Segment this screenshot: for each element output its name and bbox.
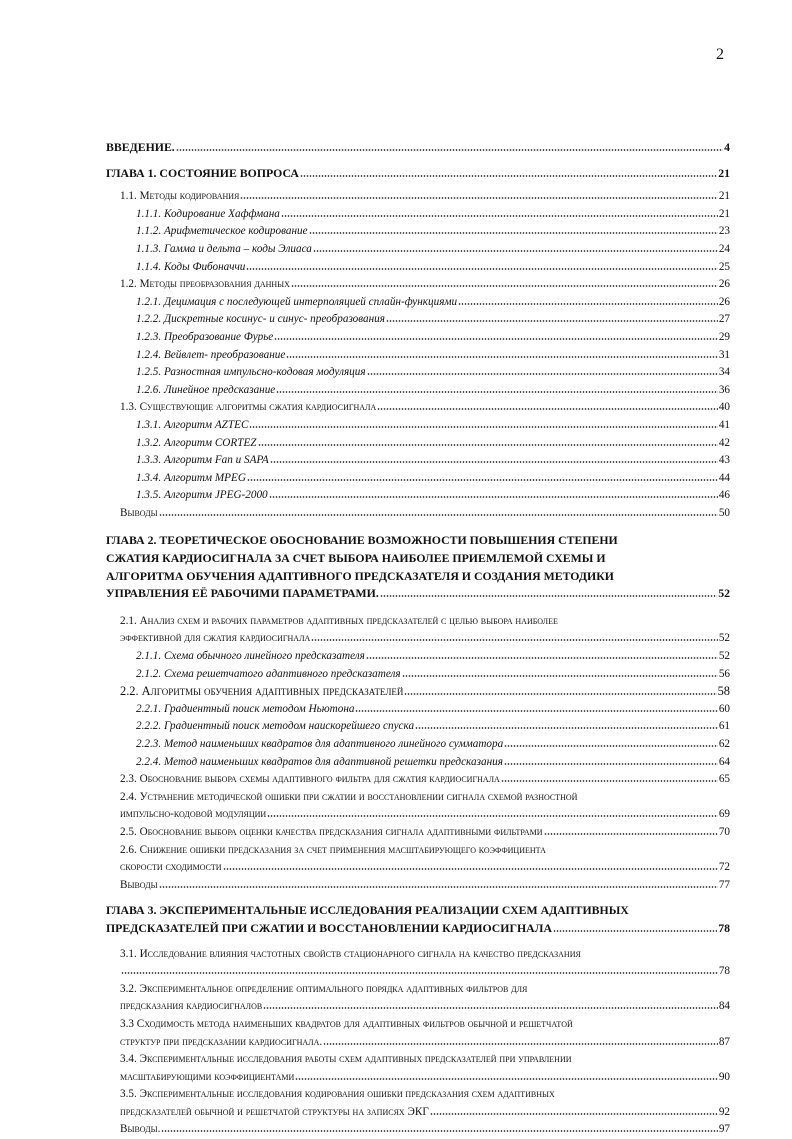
toc-entry-subsection[interactable] xyxy=(106,470,730,488)
toc-entry-title: предсказателей обычной и решетчатой структуры на записях ЭКГ xyxy=(120,1105,429,1118)
dot-leader xyxy=(295,1069,718,1080)
toc-entry-title: 2.2.1. Градиентный поиск методом Ньютона xyxy=(136,702,355,715)
toc-entry-subsection[interactable] xyxy=(106,311,730,329)
toc-entry-title: 2.1.2. Схема решетчатого адаптивного предсказателя xyxy=(136,667,401,680)
toc-entry-title: 1.2.6. Линейное предсказание xyxy=(136,383,276,396)
dot-leader xyxy=(159,505,718,516)
dot-leader xyxy=(430,1104,718,1115)
toc-entry-subsection[interactable] xyxy=(106,666,730,684)
toc-entry-title: 1.1.4. Коды Фибоначчи xyxy=(136,260,246,273)
dot-leader xyxy=(402,666,718,677)
dot-leader xyxy=(263,998,718,1009)
toc-entry-subsection[interactable] xyxy=(106,382,730,400)
toc-entry-subsection[interactable] xyxy=(106,754,730,772)
dot-leader xyxy=(458,294,718,305)
toc-entry-title: 1.3.3. Алгоритм Fan и SAPA xyxy=(136,454,269,467)
toc-entry-page: 52 xyxy=(718,632,730,645)
dot-leader xyxy=(313,241,718,252)
toc-entry-page: 65 xyxy=(718,773,730,786)
toc-entry-title: 2.5. Обоснование выбора оценки качества предсказания сигнала адаптивными фильтрами xyxy=(120,825,543,838)
toc-entry-page: 29 xyxy=(718,330,730,343)
toc-entry-title: 1.2.5. Разностная импульсно-кодовая модуляция xyxy=(136,366,366,379)
toc-entry-title: 1.3. Существующие алгоритмы сжатия кардиосигнала xyxy=(120,401,377,414)
toc-entry-section[interactable] xyxy=(106,1051,730,1086)
dot-leader xyxy=(269,487,718,498)
toc-entry-title: структур при предсказании кардиосигнала. xyxy=(120,1035,323,1048)
chapter-title-line: УПРАВЛЕНИЯ ЕЁ РАБОЧИМИ ПАРАМЕТРАМИ. xyxy=(106,586,379,601)
toc-entry-page: 26 xyxy=(718,295,730,308)
toc-entry-title: 3.5. Экспериментальные исследования кодирования ошибки предсказания схем адаптивных xyxy=(120,1088,555,1101)
toc-entry-title: Выводы. xyxy=(120,1123,161,1136)
toc-entry-page: 78 xyxy=(718,920,730,935)
toc-entry-section[interactable] xyxy=(106,771,730,789)
toc-entry-title: 1.3.2. Алгоритм CORTEZ xyxy=(136,436,257,449)
toc-entry-section[interactable] xyxy=(106,981,730,1016)
toc-entry-page: 40 xyxy=(718,401,730,414)
toc-entry-page: 90 xyxy=(718,1070,730,1083)
toc-entry-subsection[interactable] xyxy=(106,364,730,382)
toc-entry-section[interactable] xyxy=(106,683,730,701)
toc-entry-page: 43 xyxy=(718,454,730,467)
dot-leader xyxy=(270,452,718,463)
toc-entry-title: 1.2.3. Преобразование Фурье xyxy=(136,330,274,343)
toc-entry-subsection[interactable] xyxy=(106,452,730,470)
toc-entry-page: 36 xyxy=(718,383,730,396)
toc-entry-conclusions[interactable] xyxy=(106,1121,730,1139)
toc-entry-conclusions[interactable] xyxy=(106,877,730,895)
toc-entry-title: масштабирующими коэффициентами xyxy=(120,1070,295,1083)
toc-entry-title: ГЛАВА 1. СОСТОЯНИЕ ВОПРОСА xyxy=(106,165,299,180)
toc-entry-title: 3.3 Сходимость метода наименьших квадратов для адаптивных фильтров обычной и решетчатой xyxy=(120,1017,573,1030)
toc-entry-subsection[interactable] xyxy=(106,223,730,241)
toc-entry-conclusions[interactable] xyxy=(106,505,730,523)
toc-entry-page: 77 xyxy=(718,878,730,891)
toc-entry-page: 25 xyxy=(718,260,730,273)
toc-entry-page: 24 xyxy=(718,242,730,255)
toc-entry-title: 2.1. Анализ схем и рабочих параметров адаптивных предсказателей с целью выбора наиболее xyxy=(120,614,558,627)
toc-entry-title: 1.2.2. Дискретные косинус- и синус- преобразования xyxy=(136,313,385,326)
toc-entry-page: 78 xyxy=(718,965,730,978)
dot-leader xyxy=(380,586,717,597)
toc-entry-title: 3.1. Исследование влияния частотных свойств стационарного сигнала на качество предсказания xyxy=(120,947,581,960)
toc-entry-page: 69 xyxy=(718,808,730,821)
toc-entry-section[interactable] xyxy=(106,276,730,294)
toc-entry-page: 87 xyxy=(718,1035,730,1048)
toc-entry-page: 34 xyxy=(718,366,730,379)
dot-leader xyxy=(281,206,718,217)
toc-entry-section[interactable] xyxy=(106,789,730,824)
toc-entry-page: 21 xyxy=(718,165,730,180)
toc-entry-title: 2.6. Снижение ошибки предсказания за счет применения масштабирующего коэффициента xyxy=(120,843,546,856)
toc-entry-title: 1.2.4. Вейвлет- преобразование xyxy=(136,348,286,361)
toc-entry-section[interactable] xyxy=(106,824,730,842)
toc-entry-page: 50 xyxy=(718,506,730,519)
dot-leader xyxy=(377,399,718,410)
dot-leader xyxy=(247,470,718,481)
toc-entry-title: 2.3. Обоснование выбора схемы адаптивного фильтра для сжатия кардиосигнала xyxy=(120,773,500,786)
dot-leader xyxy=(223,859,718,870)
toc-entry-page: 84 xyxy=(718,1000,730,1013)
toc-entry-section[interactable] xyxy=(106,946,730,981)
toc-entry-subsection[interactable] xyxy=(106,417,730,435)
toc-entry-title: 2.2.4. Метод наименьших квадратов для адаптивной решетки предсказания xyxy=(136,755,503,768)
toc-entry-page: 4 xyxy=(724,140,730,154)
toc-entry-introduction[interactable] xyxy=(106,139,730,157)
toc-entry-page: 92 xyxy=(718,1105,730,1118)
toc-entry-title: 1.2. Методы преобразования данных xyxy=(120,278,290,291)
toc-entry-page: 56 xyxy=(718,667,730,680)
toc-entry-chapter-3[interactable] xyxy=(106,902,730,937)
chapter-title-line: ПРЕДСКАЗАТЕЛЕЙ ПРИ СЖАТИИ И ВОССТАНОВЛЕНИИ КАРДИОСИГНАЛА xyxy=(106,920,552,935)
toc-entry-title: скорости сходимости xyxy=(120,861,222,874)
dot-leader xyxy=(544,824,718,835)
dot-leader xyxy=(367,364,718,375)
dot-leader xyxy=(276,382,718,393)
toc-entry-section[interactable] xyxy=(106,399,730,417)
toc-entry-page: 72 xyxy=(718,861,730,874)
toc-entry-subsection[interactable] xyxy=(106,206,730,224)
toc-entry-subsection[interactable] xyxy=(106,718,730,736)
toc-entry-page: 64 xyxy=(718,755,730,768)
toc-entry-title: 1.1.3. Гамма и дельта – коды Элиаса xyxy=(136,242,312,255)
dot-leader xyxy=(415,718,718,729)
toc-entry-page: 58 xyxy=(717,684,730,699)
toc-entry-title: Выводы xyxy=(120,878,158,891)
toc-entry-page: 44 xyxy=(718,471,730,484)
dot-leader xyxy=(311,630,718,641)
dot-leader xyxy=(286,347,717,358)
chapter-title-line: СЖАТИЯ КАРДИОСИГНАЛА ЗА СЧЕТ ВЫБОРА НАИБОЛЕЕ ПРИЕМЛЕМОЙ СХЕМЫ И xyxy=(106,551,606,566)
dot-leader xyxy=(504,736,718,747)
toc-entry-title: 1.1.1. Кодирование Хаффмана xyxy=(136,207,280,220)
toc-entry-title: 2.2.2. Градиентный поиск методом наискорейшего спуска xyxy=(136,720,415,733)
toc-entry-title: 3.4. Экспериментальные исследования работы схем адаптивных предсказателей при управлении xyxy=(120,1053,572,1066)
dot-leader xyxy=(240,188,717,199)
toc-entry-title: 3.2. Экспериментальное определение оптимального порядка адаптивных фильтров для xyxy=(120,982,528,995)
toc-entry-page: 26 xyxy=(718,278,730,291)
toc-entry-page: 46 xyxy=(718,489,730,502)
chapter-title-line: ГЛАВА 3. ЭКСПЕРИМЕНТАЛЬНЫЕ ИССЛЕДОВАНИЯ РЕАЛИЗАЦИИ СХЕМ АДАПТИВНЫХ xyxy=(106,903,629,918)
toc-entry-subsection[interactable] xyxy=(106,294,730,312)
dot-leader xyxy=(309,223,718,234)
table-of-contents xyxy=(106,139,730,1139)
toc-entry-page: 41 xyxy=(718,418,730,431)
toc-entry-title: 1.1.2. Арифметическое кодирование xyxy=(136,225,308,238)
toc-entry-title: 2.1.1. Схема обычного линейного предсказателя xyxy=(136,650,365,663)
dot-leader xyxy=(553,921,717,932)
toc-entry-title: импульсно-кодовой модуляции xyxy=(120,808,267,821)
toc-entry-section[interactable] xyxy=(106,1086,730,1121)
dot-leader xyxy=(386,311,718,322)
toc-entry-page: 31 xyxy=(718,348,730,361)
dot-leader xyxy=(176,140,723,151)
toc-entry-chapter-2[interactable] xyxy=(106,532,730,602)
dot-leader xyxy=(161,1121,717,1132)
dot-leader xyxy=(366,648,718,659)
page-number: 2 xyxy=(716,46,724,63)
toc-entry-title: Выводы xyxy=(120,506,158,519)
toc-entry-section[interactable] xyxy=(106,613,730,648)
dot-leader xyxy=(323,1034,718,1045)
toc-entry-page: 52 xyxy=(718,586,730,601)
toc-entry-subsection[interactable] xyxy=(106,259,730,277)
toc-entry-subsection[interactable] xyxy=(106,241,730,259)
toc-entry-section[interactable] xyxy=(106,842,730,877)
toc-entry-title: эффективной для сжатия кардиосигнала xyxy=(120,632,311,645)
dot-leader xyxy=(159,877,718,888)
toc-entry-page: 60 xyxy=(718,702,730,715)
dot-leader xyxy=(501,771,718,782)
toc-entry-title: 2.2. Алгоритмы обучения адаптивных предсказателей xyxy=(120,684,404,699)
toc-entry-title: 2.2.3. Метод наименьших квадратов для адаптивного линейного сумматора xyxy=(136,738,504,750)
toc-entry-section[interactable] xyxy=(106,1016,730,1051)
toc-entry-page: 23 xyxy=(718,225,730,238)
toc-entry-title: 1.2.1. Децимация с последующей интерполяцией сплайн-функциями xyxy=(136,295,458,308)
dot-leader xyxy=(291,276,718,287)
chapter-title-line: АЛГОРИТМА ОБУЧЕНИЯ АДАПТИВНОГО ПРЕДСКАЗАТЕЛЯ И СОЗДАНИЯ МЕТОДИКИ xyxy=(106,568,614,583)
toc-entry-page: 52 xyxy=(718,650,730,663)
toc-entry-subsection[interactable] xyxy=(106,648,730,666)
toc-entry-page: 42 xyxy=(718,436,730,449)
toc-entry-subsection[interactable] xyxy=(106,701,730,719)
toc-entry-subsection[interactable] xyxy=(106,736,730,754)
dot-leader xyxy=(274,329,718,340)
toc-entry-subsection[interactable] xyxy=(106,347,730,365)
dot-leader xyxy=(121,963,718,974)
toc-entry-subsection[interactable] xyxy=(106,329,730,347)
toc-entry-title: 1.3.5. Алгоритм JPEG-2000 xyxy=(136,489,268,502)
toc-entry-page: 97 xyxy=(718,1123,730,1136)
toc-entry-chapter-1[interactable] xyxy=(106,165,730,183)
chapter-title-line: ГЛАВА 2. ТЕОРЕТИЧЕСКОЕ ОБОСНОВАНИЕ ВОЗМОЖНОСТИ ПОВЫШЕНИЯ СТЕПЕНИ xyxy=(106,533,618,548)
toc-entry-page: 62 xyxy=(718,738,730,750)
toc-entry-title: предсказания кардиосигналов xyxy=(120,1000,263,1013)
dot-leader xyxy=(258,435,718,446)
toc-entry-page: 70 xyxy=(718,825,730,838)
toc-entry-section[interactable] xyxy=(106,188,730,206)
toc-entry-page: 21 xyxy=(718,207,730,220)
toc-entry-page: 27 xyxy=(718,313,730,326)
toc-entry-page: 61 xyxy=(718,720,730,733)
toc-entry-subsection[interactable] xyxy=(106,487,730,505)
dot-leader xyxy=(504,754,718,765)
dot-leader xyxy=(267,806,718,817)
toc-entry-title: 2.4. Устранение методической ошибки при сжатии и восстановлении сигнала схемой разностной xyxy=(120,790,578,803)
dot-leader xyxy=(404,684,716,695)
dot-leader xyxy=(355,701,717,712)
dot-leader xyxy=(249,417,717,428)
dot-leader xyxy=(246,259,717,270)
toc-entry-title: ВВЕДЕНИЕ. xyxy=(106,140,175,154)
toc-entry-subsection[interactable] xyxy=(106,435,730,453)
toc-entry-page: 21 xyxy=(718,190,730,203)
toc-entry-title: 1.3.1. Алгоритм AZTEC xyxy=(136,418,249,431)
dot-leader xyxy=(300,166,717,177)
toc-entry-title: 1.3.4. Алгоритм MPEG xyxy=(136,471,246,484)
toc-entry-title: 1.1. Методы кодирования xyxy=(120,190,240,203)
